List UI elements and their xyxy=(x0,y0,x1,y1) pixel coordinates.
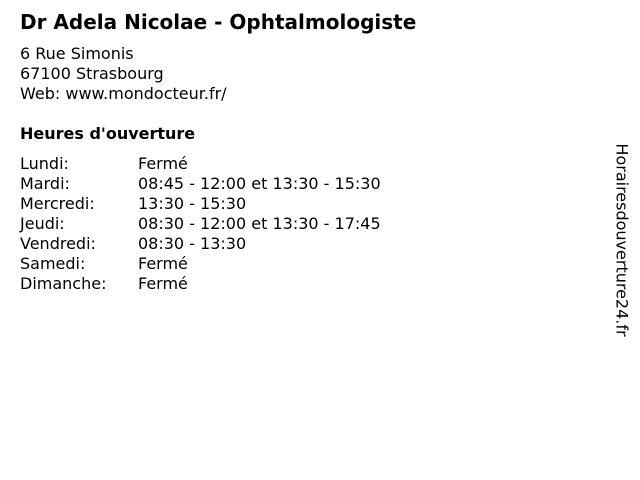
hours-row xyxy=(20,234,381,254)
hours-time: 08:45 - 12:00 et 13:30 - 15:30 xyxy=(138,174,381,193)
hours-row xyxy=(20,194,381,214)
hours-row xyxy=(20,214,381,234)
site-watermark: Horairesdouverture24.fr xyxy=(612,143,632,337)
hours-time: 08:30 - 13:30 xyxy=(138,234,247,253)
hours-row xyxy=(20,174,381,194)
hours-day: Vendredi: xyxy=(20,234,96,253)
hours-time: Fermé xyxy=(138,274,188,293)
hours-time: Fermé xyxy=(138,154,188,173)
hours-heading: Heures d'ouverture xyxy=(20,124,196,143)
hours-day: Lundi: xyxy=(20,154,69,173)
hours-row xyxy=(20,154,381,174)
address-street: 6 Rue Simonis xyxy=(20,44,134,63)
page-title: Dr Adela Nicolae - Ophtalmologiste xyxy=(20,10,417,34)
hours-time: Fermé xyxy=(138,254,188,273)
address-web: Web: www.mondocteur.fr/ xyxy=(20,84,227,103)
hours-day: Dimanche: xyxy=(20,274,107,293)
address-block xyxy=(20,44,227,104)
hours-time: 08:30 - 12:00 et 13:30 - 17:45 xyxy=(138,214,381,233)
hours-row xyxy=(20,254,381,274)
hours-table xyxy=(20,154,381,294)
address-city: 67100 Strasbourg xyxy=(20,64,164,83)
hours-day: Mercredi: xyxy=(20,194,95,213)
hours-day: Samedi: xyxy=(20,254,86,273)
hours-row xyxy=(20,274,381,294)
hours-day: Mardi: xyxy=(20,174,70,193)
hours-time: 13:30 - 15:30 xyxy=(138,194,247,213)
hours-day: Jeudi: xyxy=(20,214,65,233)
